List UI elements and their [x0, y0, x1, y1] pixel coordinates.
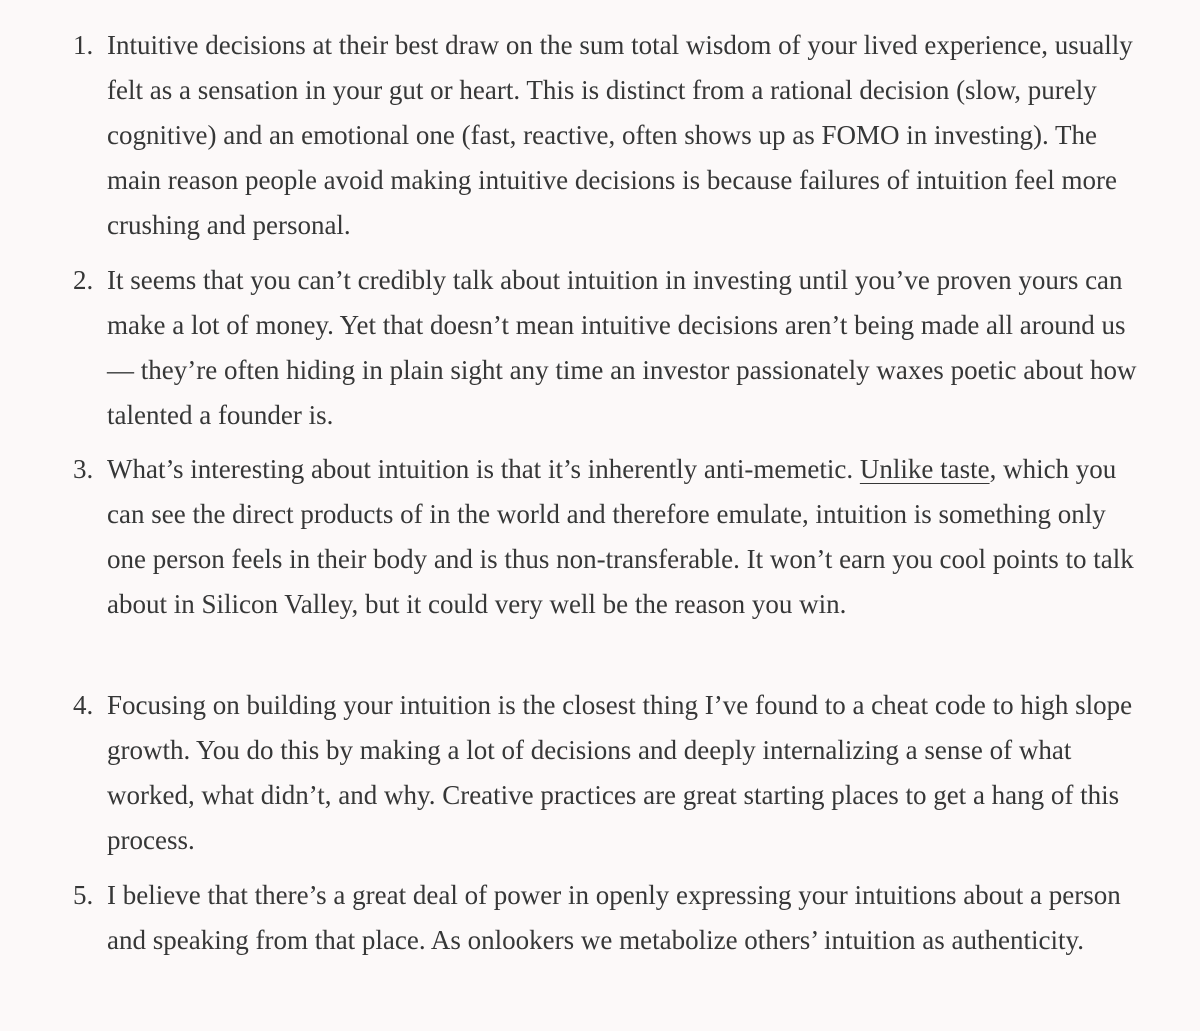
list-item-text [107, 454, 1134, 619]
list-item-number: 4. [73, 690, 94, 720]
list-item-text: Focusing on building your intuition is the closest thing I’ve found to a cheat code to high slope growth. You do this by making a lot of decisions and deeply internalizing a sense of what worked, what didn’t, and why. Creative practices are great starting places to get a hang of this process. [107, 690, 1133, 855]
list-item [0, 447, 1200, 627]
list-item [0, 258, 1200, 438]
list-item-number: 1. [73, 30, 94, 60]
list-item-number: 3. [73, 454, 94, 484]
list-item [0, 873, 1200, 963]
list-item-number: 2. [73, 265, 94, 295]
list-item [0, 683, 1200, 863]
list-item-text: It seems that you can’t credibly talk about intuition in investing until you’ve proven yours can make a lot of money. Yet that doesn’t mean intuitive decisions aren’t being made all around us — they’re often hiding in plain sight any time an investor passionately waxes poetic about how talented a founder is. [107, 265, 1137, 430]
unlike-taste-link[interactable]: Unlike taste [859, 454, 990, 484]
list-item-text-after-link: , which you can see the direct products of in the world and therefore emulate, intuition is something only one person feels in their body and is thus non-transferable. It won’t earn you cool points to talk about in Silicon Valley, but it could very well be the reason you win. [107, 454, 1134, 619]
list-item [0, 23, 1200, 248]
list-item-text: Intuitive decisions at their best draw on the sum total wisdom of your lived experience, usually felt as a sensation in your gut or heart. This is distinct from a rational decision (slow, purely cognitive) and an emotional one (fast, reactive, often shows up as FOMO in investing). The main reason people avoid making intuitive decisions is because failures of intuition feel more crushing and personal. [107, 30, 1133, 240]
list-item-text-before-link: What’s interesting about intuition is that it’s inherently anti-memetic. [107, 454, 860, 484]
list-item-text: I believe that there’s a great deal of power in openly expressing your intuitions about a person and speaking from that place. As onlookers we metabolize others’ intuition as authenticity. [107, 880, 1121, 955]
list-item-number: 5. [73, 880, 94, 910]
